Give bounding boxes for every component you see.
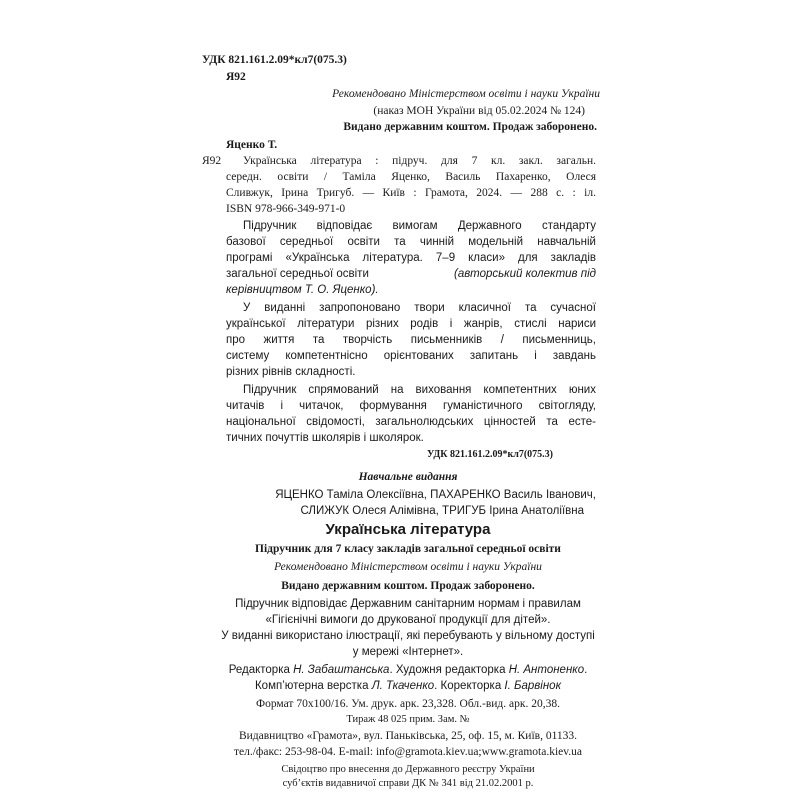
abstract-line: загальної середньої освіти bbox=[226, 268, 369, 280]
sanitary-line: «Гігієнічні вимоги до друкованої продукції для дітей». bbox=[265, 614, 551, 626]
abstract-line: національної свідомості, загальнолюдських цінностей та есте- bbox=[226, 416, 596, 428]
abstract-line: У виданні запропоновано твори класичної та сучасної bbox=[243, 302, 596, 314]
illustrations-line: У виданні використано ілюстрації, які перебувають у вільному доступі bbox=[221, 630, 595, 642]
edition-type: Навчальне видання bbox=[358, 471, 458, 483]
proof-label: . Коректорка bbox=[434, 680, 502, 692]
abstract-line-italic: (авторський колектив під bbox=[454, 268, 596, 280]
print-run-line: Тираж 48 025 прим. Зам. № bbox=[346, 714, 470, 725]
abstract-line: різних рівнів складності. bbox=[226, 366, 356, 378]
imprint-recommended: Рекомендовано Міністерством освіти і науки України bbox=[274, 561, 542, 573]
art-editor-label: . Художня редакторка bbox=[389, 664, 506, 676]
proof-name: І. Барвінок bbox=[504, 680, 561, 692]
layout-line bbox=[220, 679, 596, 693]
illustrations-line: у мережі «Інтернет». bbox=[352, 646, 464, 658]
index-code: Я92 bbox=[226, 71, 246, 83]
udk-footer: УДК 821.161.2.09*кл7(075.3) bbox=[427, 449, 553, 460]
registry-line: суб’єктів видавничої справи ДК № 341 від 21.02.2001 р. bbox=[282, 778, 534, 789]
registry-line: Свідоцтво про внесення до Державного реєстру України bbox=[281, 764, 535, 775]
catalog-index-code: Я92 bbox=[202, 155, 222, 167]
catalog-line: Українська література : підруч. для 7 кл. закл. загальн. bbox=[243, 155, 596, 167]
imprint-state-funded: Видано державним коштом. Продаж заборонено. bbox=[281, 580, 535, 592]
authors-line: ЯЦЕНКО Таміла Олексіївна, ПАХАРЕНКО Василь Іванович, bbox=[275, 489, 596, 501]
catalog-isbn: ISBN 978-966-349-971-0 bbox=[226, 203, 346, 215]
abstract-line: Підручник спрямований на виховання компетентних юних bbox=[243, 384, 596, 396]
layout-name: Л. Ткаченко bbox=[371, 680, 435, 692]
layout-label: Комп’ютерна верстка bbox=[254, 680, 369, 692]
publisher-address: Видавництво «Грамота», вул. Паньківська, 25, оф. 15, м. Київ, 01133. bbox=[238, 730, 578, 742]
abstract-line: української літератури різних родів і жанрів, стислі нариси bbox=[226, 318, 596, 330]
abstract-line: читачів і читачок, формування гуманістичного світогляду, bbox=[226, 400, 596, 412]
art-editor-name: Н. Антоненко bbox=[508, 664, 585, 676]
recommended-line: Рекомендовано Міністерством освіти і науки України bbox=[332, 88, 600, 100]
order-line: (наказ МОН України від 05.02.2024 № 124) bbox=[373, 105, 585, 117]
udk-code: УДК 821.161.2.09*кл7(075.3) bbox=[202, 54, 347, 66]
abstract-line: базової середньої освіти та чинній модельній навчальній bbox=[226, 236, 596, 248]
abstract-line: систему компетентнісно орієнтованих запитань і завдань bbox=[226, 350, 596, 362]
catalog-author-heading: Яценко Т. bbox=[226, 139, 278, 151]
editors-line: Редакторка Н. Забаштанська. Художня редакторка Н. Антоненко. bbox=[228, 664, 588, 676]
book-title: Українська література bbox=[325, 521, 491, 538]
catalog-line: середн. освіти / Таміла Яценко, Василь Пахаренко, Олеся bbox=[226, 171, 596, 183]
abstract-line: тичних почуттів школярів і школярок. bbox=[226, 432, 424, 444]
abstract-line: програмі «Українська література. 7–9 класи» для закладів bbox=[226, 252, 596, 264]
book-subtitle: Підручник для 7 класу закладів загальної середньої освіти bbox=[255, 543, 561, 555]
state-funded-line: Видано державним коштом. Продаж заборонено. bbox=[343, 121, 597, 133]
abstract-line-italic: керівництвом Т. О. Яценко). bbox=[226, 284, 379, 296]
editor-label: Редакторка bbox=[228, 664, 290, 676]
abstract-line: про життя та творчість письменників / письменниць, bbox=[226, 334, 596, 346]
format-line: Формат 70x100/16. Ум. друк. арк. 23,328. Обл.-вид. арк. 20,38. bbox=[256, 698, 560, 710]
abstract-line: Підручник відповідає вимогам Державного стандарту bbox=[243, 220, 596, 232]
authors-line: СЛИЖУК Олеся Алімівна, ТРИГУБ Ірина Анатоліївна bbox=[300, 505, 584, 517]
sanitary-line: Підручник відповідає Державним санітарним нормам і правилам bbox=[235, 598, 581, 610]
editor-name: Н. Забаштанська bbox=[293, 664, 390, 676]
catalog-line: Сливжук, Ірина Тригуб. — Київ : Грамота, 2024. — 288 с. : іл. bbox=[226, 187, 596, 199]
publisher-contacts: тел./факс: 253-98-04. E-mail: info@gramota.kiev.ua;www.gramota.kiev.ua bbox=[233, 746, 582, 758]
spacer bbox=[0, 0, 1, 1]
